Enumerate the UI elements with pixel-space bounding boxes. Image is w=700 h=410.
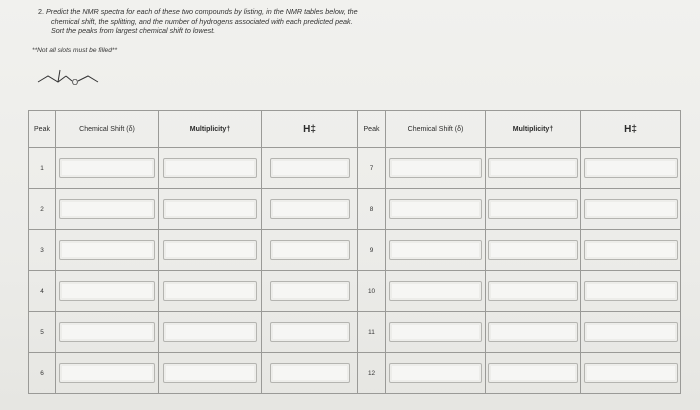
peak-8-shift-field[interactable] [389,199,482,219]
table-row [29,189,681,230]
left-cell-multiplicity [159,353,262,394]
right-cell-multiplicity [486,148,581,189]
table-row [29,353,681,394]
peak-9-shift-field[interactable] [389,240,482,260]
left-cell-h [262,148,358,189]
left-cell-h [262,189,358,230]
right-cell-shift [386,353,486,394]
peak-10-shift-field[interactable] [389,281,482,301]
peak-7-shift-field[interactable] [389,158,482,178]
peak-9-multiplicity-field[interactable] [488,240,578,260]
peak-6-multiplicity-field[interactable] [163,363,257,383]
peak-5-shift-field[interactable] [59,322,155,342]
left-cell-multiplicity [159,312,262,353]
peak-2-multiplicity-field[interactable] [163,199,257,219]
right-cell-multiplicity [486,271,581,312]
right-cell-multiplicity [486,312,581,353]
peak-4-multiplicity-field[interactable] [163,281,257,301]
right-cell-h [581,230,681,271]
table-row [29,148,681,189]
molecule-structure [35,66,105,98]
table-row [29,271,681,312]
question-line-3: Sort the peaks from largest chemical shift to lowest. [51,26,216,36]
left-cell-multiplicity [159,271,262,312]
right-cell-shift [386,312,486,353]
peak-12-shift-field[interactable] [389,363,482,383]
peak-10-multiplicity-field[interactable] [488,281,578,301]
header-multiplicity: Multiplicity† [159,111,262,148]
fill-note: **Not all slots must be filled** [32,47,118,54]
peak-1-multiplicity-field[interactable] [163,158,257,178]
question-line-2: chemical shift, the splitting, and the number of hydrogens associated with each predicted peak. [51,16,353,26]
peak-number: 9 [358,230,386,271]
peak-1-shift-field[interactable] [59,158,155,178]
left-cell-multiplicity [159,189,262,230]
question-line-1: 2. Predict the NMR spectra for each of these two compounds by listing, in the NMR tables below, the [38,7,358,16]
table-body [29,148,681,394]
header-hydrogens: H‡ [262,111,358,148]
peak-4-h-field[interactable] [270,281,350,301]
peak-6-h-field[interactable] [270,363,350,383]
header-peak: Peak [29,111,56,148]
peak-8-multiplicity-field[interactable] [488,199,578,219]
right-cell-multiplicity [486,189,581,230]
right-cell-h [581,189,681,230]
peak-number: 2 [29,189,56,230]
peak-number: 3 [29,230,56,271]
peak-number: 4 [29,271,56,312]
table-header-row [29,111,681,148]
nmr-table [28,110,681,394]
peak-11-h-field[interactable] [584,322,678,342]
right-cell-h [581,148,681,189]
peak-12-multiplicity-field[interactable] [488,363,578,383]
oxygen-label: O [71,78,79,87]
peak-6-shift-field[interactable] [59,363,155,383]
left-cell-shift [56,148,159,189]
question-text [38,7,518,36]
right-cell-shift [386,271,486,312]
peak-number: 7 [358,148,386,189]
peak-7-h-field[interactable] [584,158,678,178]
left-cell-h [262,230,358,271]
peak-number: 1 [29,148,56,189]
left-cell-h [262,353,358,394]
peak-9-h-field[interactable] [584,240,678,260]
left-cell-h [262,312,358,353]
left-cell-shift [56,189,159,230]
peak-number: 10 [358,271,386,312]
left-cell-multiplicity [159,230,262,271]
peak-3-h-field[interactable] [270,240,350,260]
peak-number: 5 [29,312,56,353]
peak-12-h-field[interactable] [584,363,678,383]
peak-1-h-field[interactable] [270,158,350,178]
header-multiplicity: Multiplicity† [486,111,581,148]
peak-5-h-field[interactable] [270,322,350,342]
peak-4-shift-field[interactable] [59,281,155,301]
peak-3-shift-field[interactable] [59,240,155,260]
left-cell-multiplicity [159,148,262,189]
table-row [29,230,681,271]
header-hydrogens: H‡ [581,111,681,148]
peak-2-shift-field[interactable] [59,199,155,219]
peak-number: 11 [358,312,386,353]
peak-2-h-field[interactable] [270,199,350,219]
right-cell-h [581,312,681,353]
table-row [29,312,681,353]
peak-5-multiplicity-field[interactable] [163,322,257,342]
peak-number: 12 [358,353,386,394]
peak-7-multiplicity-field[interactable] [488,158,578,178]
header-peak: Peak [358,111,386,148]
header-chemical-shift: Chemical Shift (δ) [386,111,486,148]
peak-11-shift-field[interactable] [389,322,482,342]
right-cell-h [581,271,681,312]
left-cell-shift [56,271,159,312]
right-cell-multiplicity [486,230,581,271]
header-chemical-shift: Chemical Shift (δ) [56,111,159,148]
peak-number: 8 [358,189,386,230]
left-cell-shift [56,353,159,394]
left-cell-shift [56,312,159,353]
question-number: 2. [38,7,44,16]
right-cell-h [581,353,681,394]
peak-number: 6 [29,353,56,394]
right-cell-shift [386,189,486,230]
peak-8-h-field[interactable] [584,199,678,219]
left-cell-h [262,271,358,312]
peak-3-multiplicity-field[interactable] [163,240,257,260]
right-cell-shift [386,148,486,189]
right-cell-multiplicity [486,353,581,394]
left-cell-shift [56,230,159,271]
right-cell-shift [386,230,486,271]
peak-10-h-field[interactable] [584,281,678,301]
peak-11-multiplicity-field[interactable] [488,322,578,342]
